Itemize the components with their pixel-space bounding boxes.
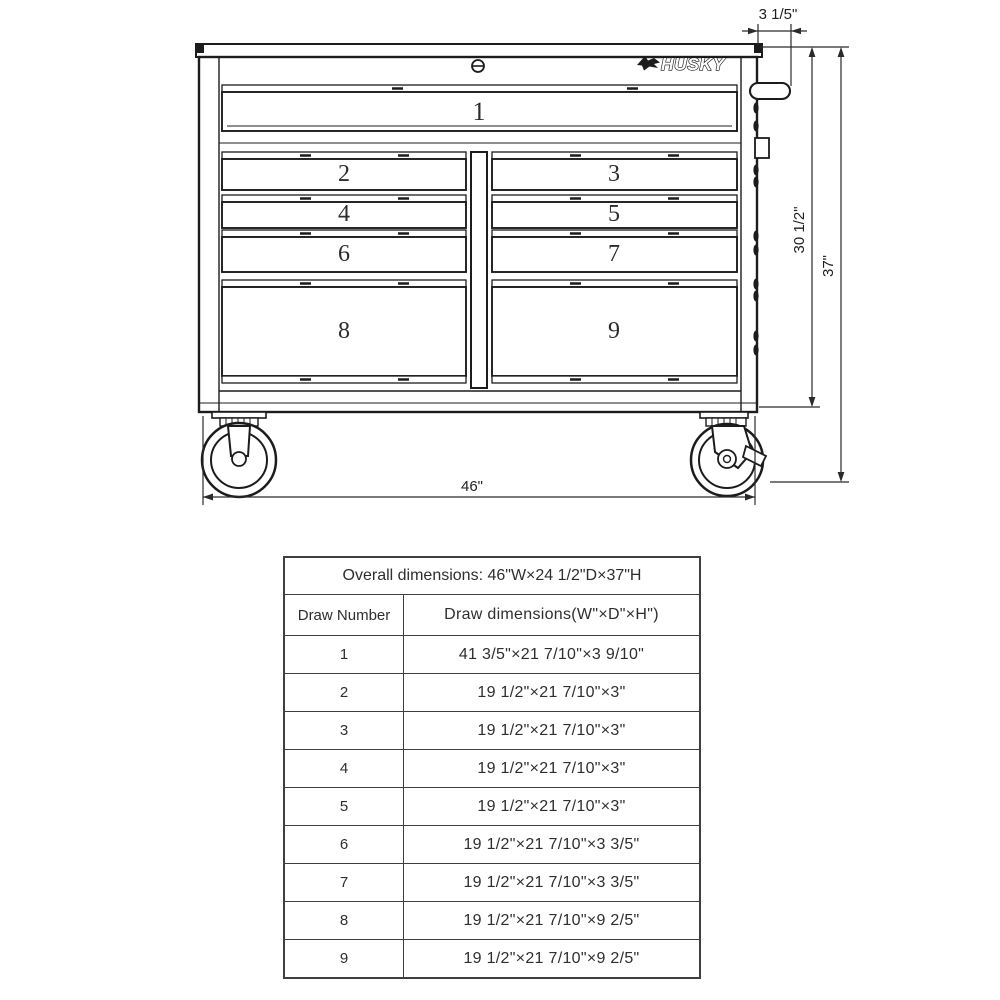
draw-number: 8 — [285, 902, 404, 939]
table-row-3 — [285, 711, 699, 749]
draw-dimensions: 19 1/2"×21 7/10"×3" — [477, 683, 626, 701]
overall-dimensions-text: Overall dimensions: 46"W×24 1/2"D×37"H — [342, 567, 642, 584]
dimension-total-height — [770, 47, 849, 482]
draw-number: 1 — [285, 636, 404, 673]
drawer-3-label: 3 — [608, 161, 620, 187]
top-left-corner — [196, 44, 204, 53]
draw-dimensions: 41 3/5"×21 7/10"×3 9/10" — [458, 645, 645, 663]
spec-table — [283, 556, 701, 979]
col-header-draw-dimensions: Draw dimensions(W"×D"×H") — [444, 606, 659, 623]
table-row-4 — [285, 749, 699, 787]
dim-total-height-label: 37" — [820, 254, 837, 278]
drawer-8-label: 8 — [338, 318, 350, 344]
drawer-4-label: 4 — [338, 201, 350, 227]
dim-width-label: 46" — [460, 478, 484, 495]
drawer-6 — [222, 230, 466, 272]
draw-dimensions: 19 1/2"×21 7/10"×9 2/5" — [463, 911, 640, 929]
drawer-4 — [222, 195, 466, 228]
draw-number: 4 — [285, 750, 404, 787]
drawer-2-label: 2 — [338, 161, 350, 187]
drawer-7 — [492, 230, 737, 272]
draw-dimensions: 19 1/2"×21 7/10"×3" — [477, 797, 626, 815]
table-row-8 — [285, 901, 699, 939]
drawer-7-label: 7 — [608, 241, 620, 267]
dimension-width — [203, 416, 755, 505]
table-row-1 — [285, 635, 699, 673]
draw-dimensions: 19 1/2"×21 7/10"×3" — [477, 759, 626, 777]
table-row-9 — [285, 939, 699, 977]
dim-handle-depth-label: 3 1/5" — [758, 6, 798, 23]
drawer-1 — [222, 85, 737, 131]
drawer-2 — [222, 152, 466, 190]
brand-text: HUSKY — [661, 54, 725, 74]
draw-number: 6 — [285, 826, 404, 863]
draw-dimensions: 19 1/2"×21 7/10"×3 3/5" — [463, 835, 640, 853]
drawer-9-label: 9 — [608, 318, 620, 344]
side-bracket — [755, 138, 769, 158]
table-row-5 — [285, 787, 699, 825]
caster-front-left — [202, 412, 276, 497]
drawer-6-label: 6 — [338, 241, 350, 267]
col-header-draw-number: Draw Number — [285, 595, 404, 635]
dim-body-height-label: 30 1/2" — [791, 206, 808, 254]
drawer-5 — [492, 195, 737, 228]
column-header-row — [285, 594, 699, 635]
table-row-2 — [285, 673, 699, 711]
dimension-body-height — [759, 47, 849, 407]
draw-number: 3 — [285, 712, 404, 749]
drawer-9 — [492, 280, 737, 383]
draw-dimensions: 19 1/2"×21 7/10"×9 2/5" — [463, 949, 640, 967]
drawer-3 — [492, 152, 737, 190]
draw-dimensions: 19 1/2"×21 7/10"×3" — [477, 721, 626, 739]
draw-number: 5 — [285, 788, 404, 825]
center-divider — [471, 152, 487, 388]
draw-number: 7 — [285, 864, 404, 901]
draw-number: 2 — [285, 674, 404, 711]
lock-icon — [472, 60, 484, 72]
drawer-8 — [222, 280, 466, 383]
drawer-1-label: 1 — [472, 97, 486, 126]
side-handle — [750, 83, 790, 99]
table-row-6 — [285, 825, 699, 863]
table-row-7 — [285, 863, 699, 901]
overall-dimensions-row — [285, 558, 699, 594]
top-right-corner — [754, 44, 762, 53]
drawer-5-label: 5 — [608, 201, 620, 227]
draw-dimensions: 19 1/2"×21 7/10"×3 3/5" — [463, 873, 640, 891]
draw-number: 9 — [285, 940, 404, 977]
